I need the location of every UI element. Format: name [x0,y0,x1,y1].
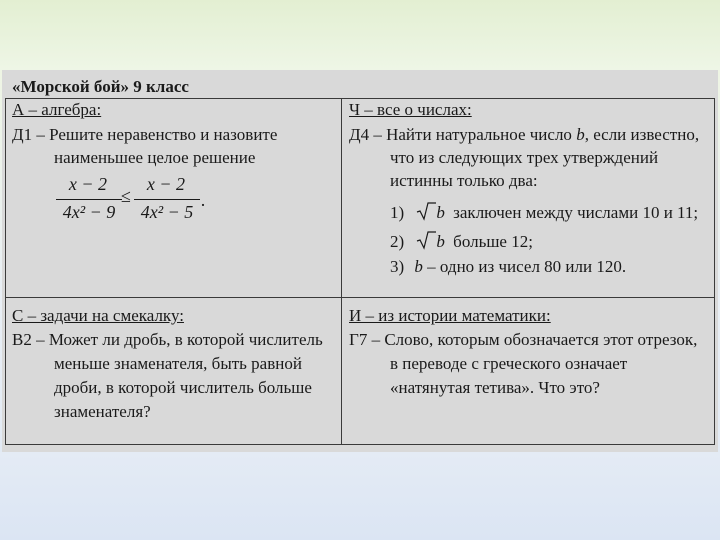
cell-a-code: Д1 [12,125,33,144]
cell-s-line-1 [12,330,323,350]
square-root-icon [416,230,436,250]
cell-s-line-3: дроби, в которой числитель больше [54,378,312,397]
fraction-1-numerator: x − 2 [68,174,108,194]
cell-s-category: С – задачи на смекалку: [12,306,184,325]
cell-a-line-1 [12,125,277,145]
cell-s-text-1: – Может ли дробь, в которой числитель [36,330,323,349]
cell-ch-text-1: – Найти натуральное число [373,125,572,144]
cell-ch-line-3: истинны только два: [390,171,538,190]
item-3-number: 3) [390,257,405,276]
cell-s-code: В2 [12,330,32,349]
cell-ch-line-2: что из следующих трех утверждений [390,148,659,167]
item-1-text: заключен между числами 10 и 11; [453,203,699,222]
item-1-number: 1) [390,203,405,222]
cell-ch-item-3 [390,257,626,277]
cell-i-category: И – из истории математики: [349,306,551,325]
cell-s-line-2: меньше знаменателя, быть равной [54,354,302,373]
cell-i-code: Г7 [349,330,368,349]
top-band [0,0,720,70]
cell-a-category: А – алгебра: [12,100,102,119]
cell-ch-var-b: b [576,125,585,144]
table-vertical-divider [341,98,342,445]
cell-ch-item-2 [390,230,533,252]
formula-period: . [200,190,206,210]
fraction-1-bar [56,199,122,200]
cell-ch-category: Ч – все о числах: [349,100,472,119]
cell-i-line-1 [349,330,697,350]
less-or-equal-sign: ≤ [121,186,131,206]
item-2-var: b [436,232,445,251]
table-horizontal-divider [5,297,715,298]
page-title: «Морской бой» 9 класс [12,77,189,96]
item-3-text: – одно из чисел 80 или 120. [427,257,627,276]
fraction-1-denominator: 4x² − 9 [62,202,116,222]
item-2-text: больше 12; [453,232,533,251]
fraction-2-bar [134,199,200,200]
fraction-2-numerator: x − 2 [146,174,186,194]
cell-ch-line-1 [349,125,699,145]
cell-i-line-3: «натянутая тетива». Что это? [390,378,600,397]
cell-a-text-1: – Решите неравенство и назовите [36,125,278,144]
item-3-var: b [414,257,423,276]
cell-ch-item-1 [390,201,698,223]
cell-i-line-2: в переводе с греческого означает [390,354,628,373]
item-2-number: 2) [390,232,405,251]
cell-a-line-2: наименьшее целое решение [54,148,256,167]
fraction-2-denominator: 4x² − 5 [140,202,194,222]
cell-s-line-4: знаменателя? [54,402,151,421]
bottom-band [0,452,720,540]
cell-i-text-1: – Слово, которым обозначается этот отрезок, [371,330,698,349]
cell-ch-text-1b: , если известно, [584,125,700,144]
item-1-var: b [436,203,445,222]
cell-ch-code: Д4 [349,125,370,144]
square-root-icon [416,201,436,221]
